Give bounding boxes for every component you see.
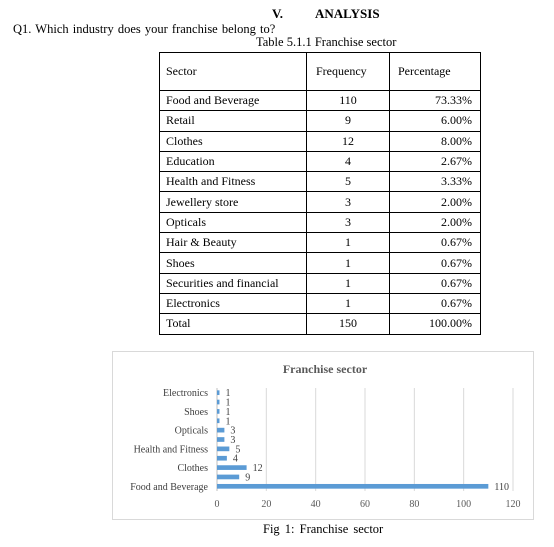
cell-percentage: 2.67% <box>390 151 481 171</box>
chart-title: Franchise sector <box>282 362 368 376</box>
table-total-row <box>160 314 481 334</box>
data-label: 4 <box>232 453 238 465</box>
cell-percentage: 6.00% <box>390 111 481 131</box>
x-tick-label: 100 <box>456 499 472 510</box>
table-row <box>160 111 481 131</box>
franchise-sector-chart <box>112 351 534 520</box>
header-percentage: Percentage <box>390 53 481 91</box>
data-label: 12 <box>252 463 263 475</box>
bar <box>217 428 224 433</box>
cell-frequency: 1 <box>307 253 390 273</box>
data-label: 1 <box>225 416 231 428</box>
cell-frequency: 12 <box>307 131 390 151</box>
bar <box>217 400 219 405</box>
table-header-row <box>160 53 481 91</box>
cell-sector: Shoes <box>160 253 307 273</box>
category-label: Food and Beverage <box>130 481 208 493</box>
cell-sector: Jewellery store <box>160 192 307 212</box>
section-number: V. <box>272 6 283 21</box>
table-row <box>160 91 481 111</box>
table-row <box>160 172 481 192</box>
category-label: Health and Fitness <box>133 444 208 456</box>
table-row <box>160 151 481 171</box>
cell-frequency: 3 <box>307 192 390 212</box>
x-tick-label: 120 <box>505 499 521 510</box>
bar <box>217 390 219 395</box>
cell-percentage: 2.00% <box>390 192 481 212</box>
category-label: Shoes <box>184 406 208 418</box>
cell-sector: Electronics <box>160 293 307 313</box>
category-label: Clothes <box>177 463 208 475</box>
data-label: 1 <box>225 397 231 409</box>
bar <box>217 418 219 423</box>
data-label: 9 <box>245 472 251 484</box>
cell-percentage: 2.00% <box>390 212 481 232</box>
cell-frequency: 110 <box>307 91 390 111</box>
x-tick-label: 40 <box>310 499 321 510</box>
cell-percentage: 0.67% <box>390 273 481 293</box>
cell-percentage: 0.67% <box>390 293 481 313</box>
table-row <box>160 273 481 293</box>
cell-percentage: 0.67% <box>390 253 481 273</box>
header-sector: Sector <box>160 53 307 91</box>
data-label: 5 <box>235 444 241 456</box>
data-label: 3 <box>230 435 236 446</box>
bar <box>217 475 239 480</box>
franchise-sector-table <box>159 52 481 335</box>
bar <box>217 447 229 452</box>
x-tick-label: 20 <box>261 499 272 510</box>
data-label: 1 <box>225 406 231 418</box>
data-label: 110 <box>494 481 509 493</box>
cell-sector: Health and Fitness <box>160 172 307 192</box>
cell-percentage: 0.67% <box>390 233 481 253</box>
cell-frequency: 3 <box>307 212 390 232</box>
cell-sector: Opticals <box>160 212 307 232</box>
table-caption-text: Table 5.1.1 Franchise sector <box>256 35 397 49</box>
cell-frequency: 1 <box>307 273 390 293</box>
cell-frequency: 5 <box>307 172 390 192</box>
cell-sector: Clothes <box>160 131 307 151</box>
data-label: 3 <box>230 425 236 437</box>
bar <box>217 465 247 470</box>
table-row <box>160 293 481 313</box>
cell-sector: Food and Beverage <box>160 91 307 111</box>
bar <box>217 456 227 461</box>
x-tick-label: 0 <box>214 499 220 510</box>
bar <box>217 409 219 414</box>
cell-frequency: 1 <box>307 293 390 313</box>
cell-total-label: Total <box>160 314 307 334</box>
table-row <box>160 131 481 151</box>
cell-frequency: 9 <box>307 111 390 131</box>
cell-total-percentage: 100.00% <box>390 314 481 334</box>
x-tick-label: 80 <box>409 499 420 510</box>
table-row <box>160 233 481 253</box>
cell-sector: Education <box>160 151 307 171</box>
x-tick-label: 60 <box>360 499 370 510</box>
table-row <box>160 253 481 273</box>
cell-total-frequency: 150 <box>307 314 390 334</box>
header-frequency: Frequency <box>307 53 390 91</box>
cell-frequency: 4 <box>307 151 390 171</box>
cell-percentage: 73.33% <box>390 91 481 111</box>
bar <box>217 484 488 489</box>
cell-percentage: 3.33% <box>390 172 481 192</box>
cell-percentage: 8.00% <box>390 131 481 151</box>
cell-frequency: 1 <box>307 233 390 253</box>
chart-svg <box>113 352 533 519</box>
cell-sector: Securities and financial <box>160 273 307 293</box>
table-row <box>160 192 481 212</box>
bar <box>217 437 224 442</box>
section-title: ANALYSIS <box>315 6 380 21</box>
table-row <box>160 212 481 232</box>
category-label: Opticals <box>174 425 208 437</box>
category-label: Electronics <box>163 388 208 400</box>
question-text: Q1. Which industry does your franchise belong to? <box>13 22 276 36</box>
figure-caption-text: Fig 1: Franchise sector <box>263 522 384 536</box>
cell-sector: Hair & Beauty <box>160 233 307 253</box>
cell-sector: Retail <box>160 111 307 131</box>
data-label: 1 <box>225 388 231 400</box>
